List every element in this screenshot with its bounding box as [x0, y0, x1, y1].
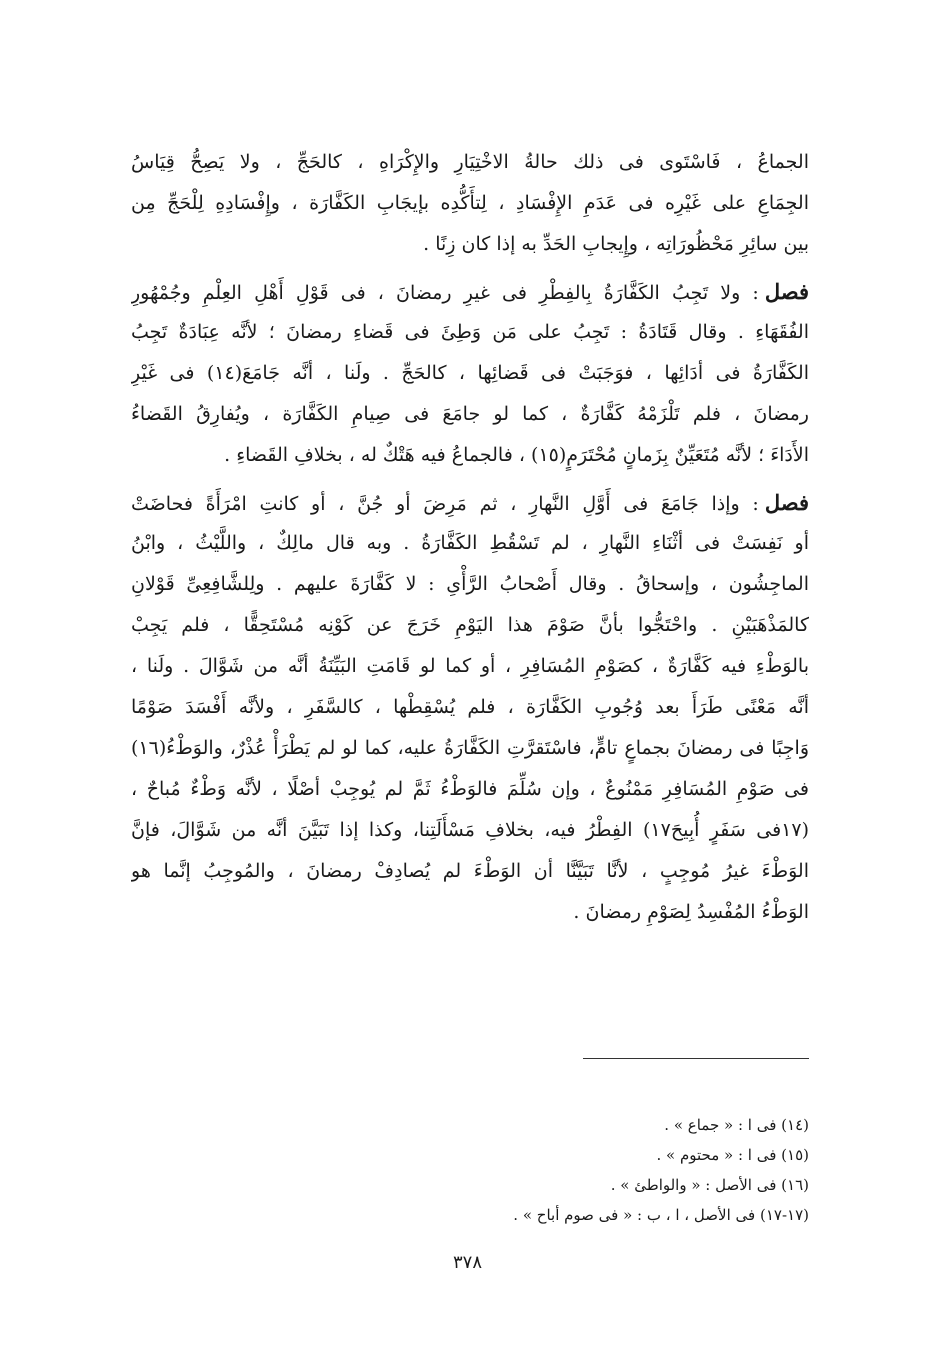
text-line: (١٧فى سَفَرٍ أُبِيحَ١٧) الفِطْرُ فيه، بخلافِ مَسْأَلَتِنا، وكذا إذا تَبَيَّنَ أنَّه من شَوَّالَ، فإنَّ	[131, 819, 809, 841]
text-line: الجماعُ ، فَاسْتَوى فى ذلك حالةُ الاخْتِيَارِ والإِكْرَاهِ ، كالحَجِّ ، ولا يَصِحُّ قِيَاسُ	[131, 151, 809, 173]
text-line-body: : ولا تَجِبُ الكَفَّارَةُ بِالفِطْرِ فى غيرِ رمضانَ ، فى قَوْلِ أَهْلِ العِلْمِ وجُمْهُورِ	[131, 282, 759, 304]
paragraph-fasl-2	[131, 482, 809, 933]
section-heading: فصل	[764, 490, 809, 515]
text-line: أو نَفِسَتْ فى أثْنَاءِ النَّهارِ ، لم تَسْقُطِ الكَفَّارَةُ . وبه قال مالِكٌ ، واللَّيْثُ ، وابْنُ	[131, 532, 809, 554]
paragraph-fasl-1	[131, 271, 809, 476]
main-text	[131, 142, 809, 933]
footnote-divider	[583, 1058, 809, 1059]
text-line: الكَفَّارَةُ فى أدَائِها ، فوَجَبَتْ فى قَضائِها ، كالحَجِّ . ولَنا ، أنَّه جَامَعَ(١٤) فى غَيْرِ	[131, 362, 809, 384]
page-number: ٣٧٨	[452, 1252, 482, 1273]
footnote: (١٧-١٧) فى الأصل ، ا ، ب : « فى صوم أباح » .	[513, 1206, 809, 1224]
text-line-body: : وإذا جَامَعَ فى أَوَّلِ النَّهارِ ، ثم مَرِضَ أو جُنَّ ، أو كانتِ امْرَأَةً فحاضَتْ	[131, 493, 759, 515]
text-line	[131, 482, 809, 523]
section-heading: فصل	[764, 279, 809, 304]
text-line: الفُقَهَاءِ . وقال قَتَادَةُ : تَجِبُ على مَن وَطِئَ فى قَضاءِ رمضانَ ؛ لأنَّه عِبَادَةٌ تَجِبُ	[131, 321, 809, 343]
text-line: الجِمَاعِ على غَيْرِه فى عَدَمِ الإِفْسَادِ ، لِتأَكُّدِه بإيجَابِ الكَفَّارَة ، وإِفْسَادِهِ لِلْحَجِّ مِن	[131, 192, 809, 214]
text-line	[131, 271, 809, 312]
text-line: أنَّه مَعْنًى طَرَأَ بعد وُجُوبِ الكَفَّارَة ، فلم يُسْقِطْها ، كالسَّفَرِ ، ولأنَّه أَفْسَدَ صَوْمًا	[131, 696, 809, 718]
text-line: الوَطْءُ المُفْسِدُ لِصَوْمِ رمضانَ .	[573, 901, 809, 923]
text-line: الأَدَاءَ ؛ لأنَّه مُتَعَيِّنٌ بِزَمانٍ مُحْتَرَمٍ(١٥) ، فالجماعُ فيه هَتْكٌ له ، بخلافِ القَضاءِ .	[224, 444, 809, 466]
text-line: الماجِشُون ، وإسحاقُ . وقال أَصْحابُ الرَّأْىِ : لا كَفَّارَةَ عليهم . ولِلشَّافِعِىِّ قَوْلانِ	[131, 573, 809, 595]
text-line: بين سائِرِ مَحْظُورَاتِه ، وإِيجابِ الحَدِّ به إذا كان زِنًا .	[423, 233, 809, 255]
text-line: كالمَذْهَبَيْنِ . واحْتَجُّوا بأنَّ صَوْمَ هذا اليَوْمِ خَرَجَ عن كَوْنِه مُسْتَحِقًّا ، فلم يَجِبْ	[131, 614, 809, 636]
paragraph-intro	[131, 142, 809, 265]
text-line: بالوَطْءِ فيه كَفَّارَةٌ ، كصَوْمِ المُسَافِرِ ، أو كما لو قَامَتِ البَيِّنَةُ أنَّه من شَوَّالَ . ولَنا ،	[131, 655, 809, 677]
text-line: رمضانَ ، فلم تَلْزَمْهُ كَفَّارَةٌ ، كما لو جامَعَ فى صِيامِ الكَفَّارَة ، ويُفارِقُ القَضاءُ	[131, 403, 809, 425]
text-line: فى صَوْمِ المُسَافِرِ مَمْنُوعٌ ، وإن سُلِّمَ فالوَطْءُ ثَمَّ لم يُوجِبْ أصْلًا ، لأنَّه وَطْءٌ مُباحٌ ،	[131, 778, 809, 800]
text-line: وَاجِبًا فى رمضانَ بجماعٍ تامٍّ، فاسْتَقرَّتِ الكَفَّارَةُ عليه، كما لو لم يَطْرَأْ عُذْرٌ، والوَطْءُ(١٦)	[131, 737, 809, 759]
footnotes	[131, 1110, 809, 1230]
footnote: (١٥) فى ا : « محتوم » .	[656, 1146, 809, 1164]
text-line: الوَطْءَ غيرُ مُوجِبٍ ، لأنَّا تَبَيَّنَّا أن الوَطْءَ لم يُصادِفْ رمضانَ ، والمُوجِبُ إنَّما هو	[131, 860, 809, 882]
footnote: (١٤) فى ا : « جماع » .	[664, 1116, 809, 1134]
footnote: (١٦) فى الأصل : « والواطئ » .	[610, 1176, 809, 1194]
